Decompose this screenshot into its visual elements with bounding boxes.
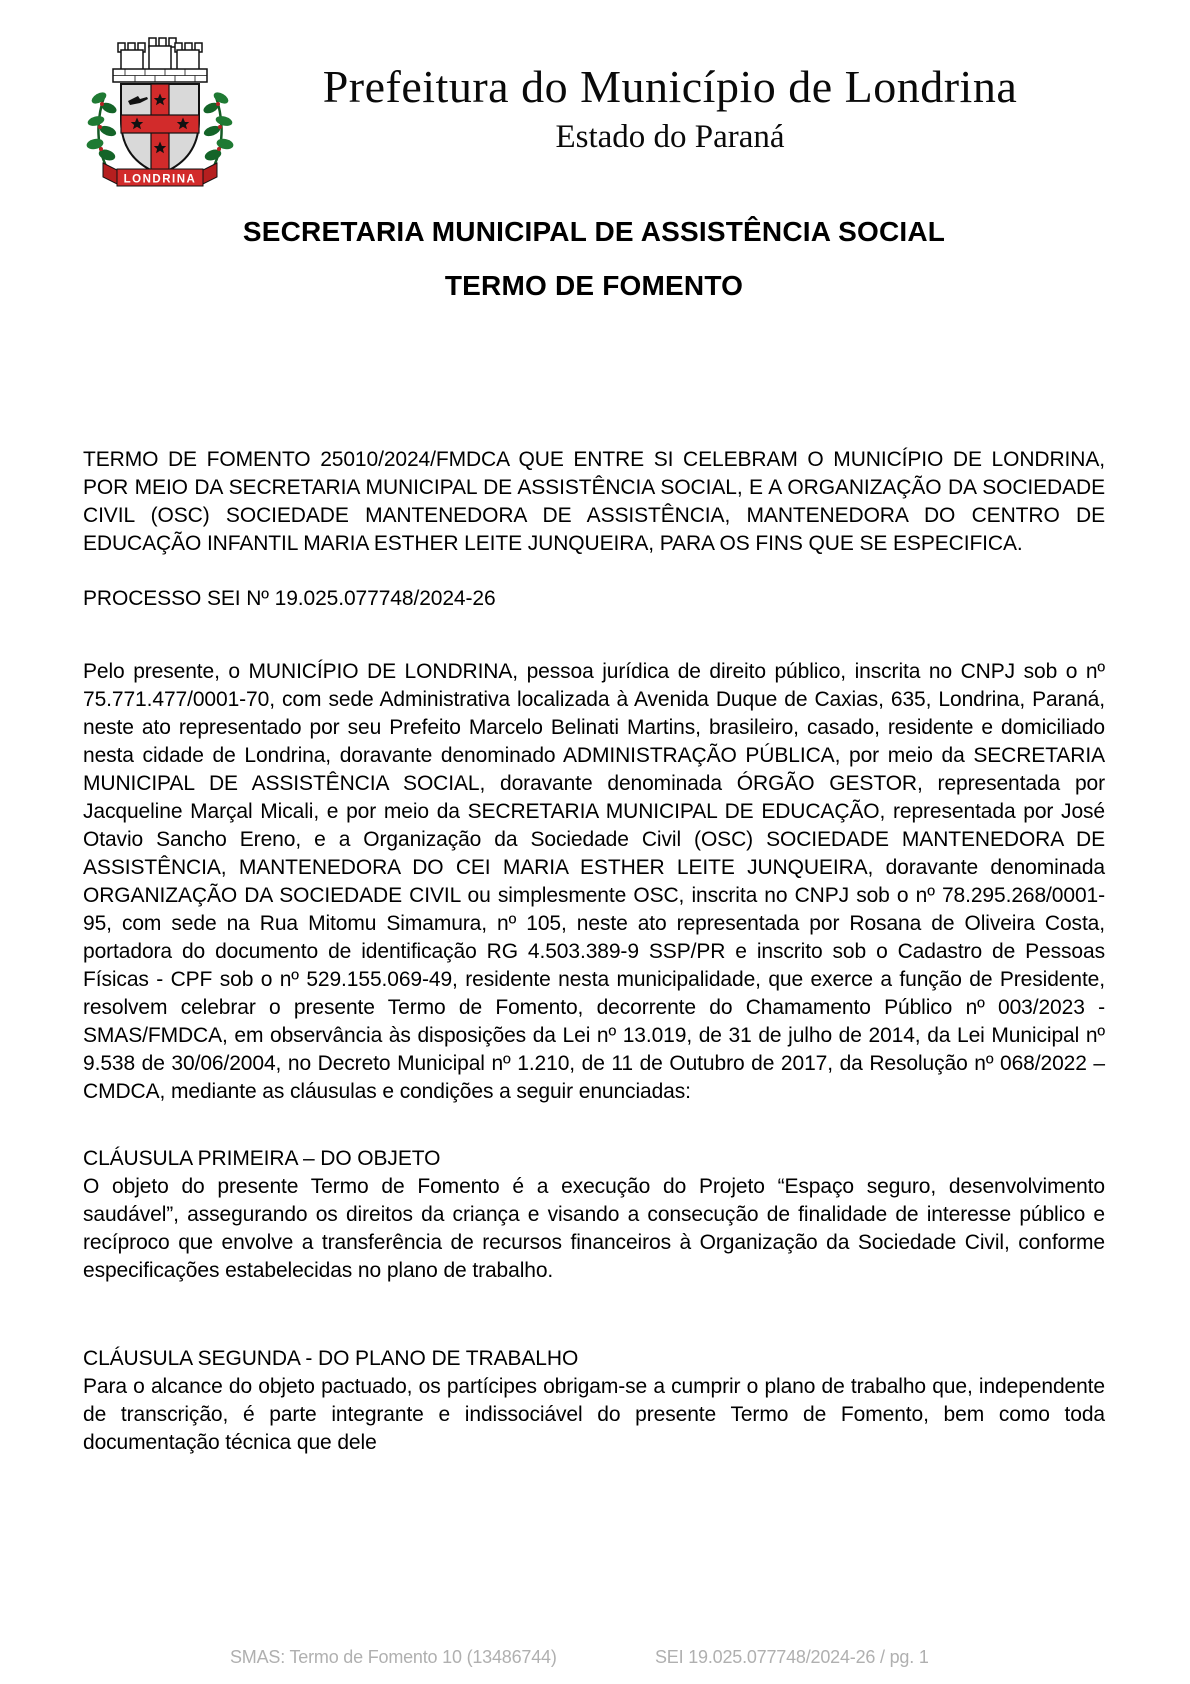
org-name: Prefeitura do Município de Londrina	[322, 61, 1018, 112]
processo-sei-line: PROCESSO SEI Nº 19.025.077748/2024-26	[83, 587, 496, 610]
footer-document-ref: SMAS: Termo de Fomento 10 (13486744)	[230, 1647, 557, 1667]
londrina-coat-of-arms-icon	[85, 36, 235, 191]
clause-2-text: Para o alcance do objeto pactuado, os partícipes obrigam-se a cumprir o plano de trabalho que, independente de transcrição, é parte integrante e indissociável do presente Termo de Fomento, bem como toda documentação técnica que dele	[83, 1375, 1105, 1454]
org-state: Estado do Paraná	[555, 118, 785, 155]
clause-1-text: O objeto do presente Termo de Fomento é a execução do Projeto “Espaço seguro, desenvolvimento saudável”, assegurando os direitos da criança e visando a consecução de finalidade de interesse público e recíproco que envolve a transferência de recursos financeiros à Organização da Sociedade Civil, conforme especificações estabelecidas no plano de trabalho.	[83, 1175, 1105, 1282]
footer-sei-ref: SEI 19.025.077748/2024-26 / pg. 1	[655, 1647, 929, 1667]
preamble-paragraph: TERMO DE FOMENTO 25010/2024/FMDCA QUE ENTRE SI CELEBRAM O MUNICÍPIO DE LONDRINA, POR MEIO DA SECRETARIA MUNICIPAL DE ASSISTÊNCIA SOCIAL, E A ORGANIZAÇÃO DA SOCIEDADE CIVIL (OSC) SOCIEDADE MANTENEDORA DE ASSISTÊNCIA, MANTENEDORA DO CENTRO DE EDUCAÇÃO INFANTIL MARIA ESTHER LEITE JUNQUEIRA, PARA OS FINS QUE SE ESPECIFICA.	[83, 448, 1105, 555]
crest-branch-left	[86, 90, 119, 168]
document-body	[83, 446, 1105, 1457]
clause-2-title: CLÁUSULA SEGUNDA - DO PLANO DE TRABALHO	[83, 1347, 579, 1370]
crest-branch-right	[202, 90, 235, 168]
document-type-title: TERMO DE FOMENTO	[444, 270, 744, 301]
letterhead	[255, 62, 1085, 155]
document-column	[0, 218, 1190, 1457]
clause-1-title: CLÁUSULA PRIMEIRA – DO OBJETO	[83, 1147, 441, 1170]
crest-banner-text: LONDRINA	[123, 173, 197, 186]
department-title: SECRETARIA MUNICIPAL DE ASSISTÊNCIA SOCIAL	[242, 216, 946, 247]
coat-of-arms-svg	[85, 36, 235, 191]
parties-paragraph: Pelo presente, o MUNICÍPIO DE LONDRINA, pessoa jurídica de direito público, inscrita no CNPJ sob o nº 75.771.477/0001-70, com sede Administrativa localizada à Avenida Duque de Caxias, 635, Londrina, Paraná, neste ato representado por seu Prefeito Marcelo Belinati Martins, brasileiro, casado, residente e domiciliado nesta cidade de Londrina, doravante denominado ADMINISTRAÇÃO PÚBLICA, por meio da SECRETARIA MUNICIPAL DE ASSISTÊNCIA SOCIAL, doravante denominada ÓRGÃO GESTOR, representada por Jacqueline Marçal Micali, e por meio da SECRETARIA MUNICIPAL DE EDUCAÇÃO, representada por José Otavio Sancho Ereno, e a Organização da Sociedade Civil (OSC) SOCIEDADE MANTENEDORA DE ASSISTÊNCIA, MANTENEDORA DO CEI MARIA ESTHER LEITE JUNQUEIRA, doravante denominada ORGANIZAÇÃO DA SOCIEDADE CIVIL ou simplesmente OSC, inscrita no CNPJ sob o nº 78.295.268/0001-95, com sede na Rua Mitomu Simamura, nº 105, neste ato representada por Rosana de Oliveira Costa, portadora do documento de identificação RG 4.503.389-9 SSP/PR e inscrito sob o Cadastro de Pessoas Físicas - CPF sob o nº 529.155.069-49, residente nesta municipalidade, que exerce a função de Presidente, resolvem celebrar o presente Termo de Fomento, decorrente do Chamamento Público nº 003/2023 - SMAS/FMDCA, em observância às disposições da Lei nº 13.019, de 31 de julho de 2014, da Lei Municipal nº 9.538 de 30/06/2004, no Decreto Municipal nº 1.210, de 11 de Outubro de 2017, da Resolução nº 068/2022 – CMDCA, mediante as cláusulas e condições a seguir enunciadas:	[83, 660, 1105, 1103]
